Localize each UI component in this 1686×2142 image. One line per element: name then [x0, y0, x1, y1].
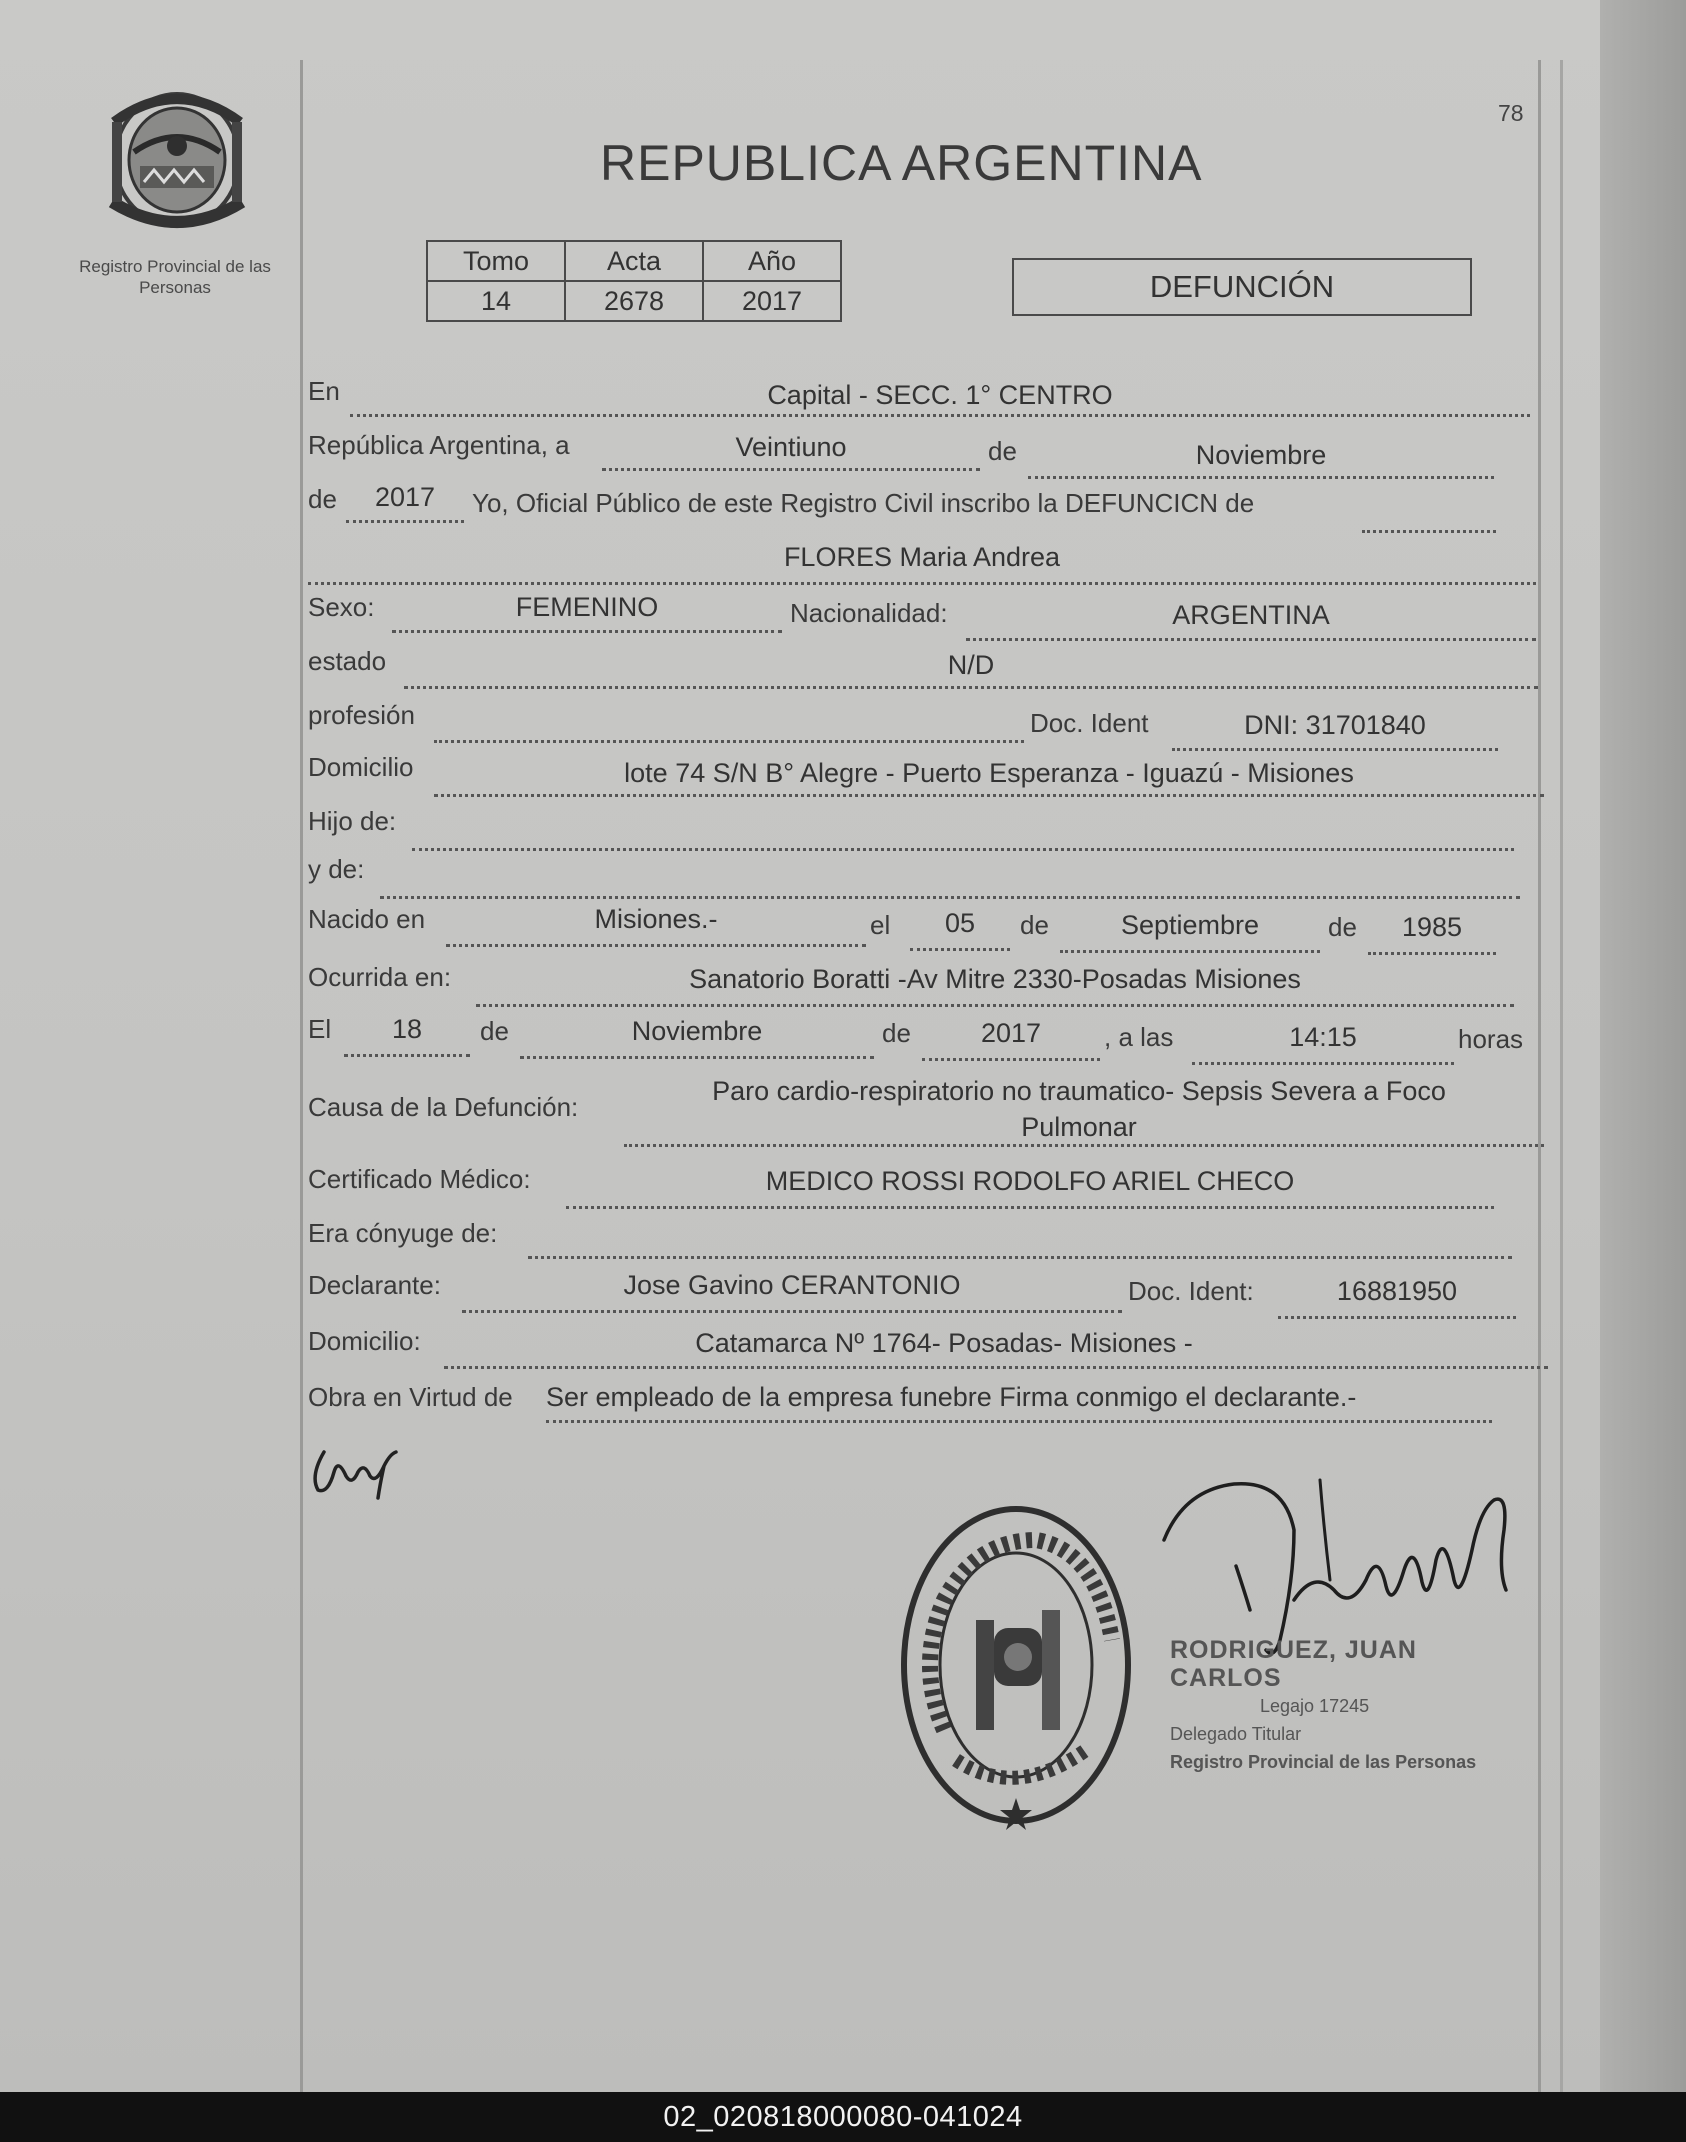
value-lugar: Capital - SECC. 1° CENTRO [767, 380, 1113, 410]
label-de-4: de [882, 1018, 911, 1048]
page-number: 78 [1498, 100, 1524, 126]
registry-seal-icon [896, 1500, 1136, 1830]
value-declarante-domicilio: Catamarca Nº 1764- Posadas- Misiones - [695, 1328, 1193, 1358]
label-hijo-de: Hijo de: [308, 806, 397, 836]
value-obra-en: Ser empleado de la empresa funebre Firma conmigo el declarante.- [546, 1382, 1357, 1412]
record-header-anio: Año [703, 241, 841, 281]
stamp-legajo: Legajo 17245 [1260, 1696, 1370, 1716]
record-value-tomo: 14 [427, 281, 565, 321]
record-table [426, 240, 842, 322]
left-margin-line [300, 60, 303, 2092]
record-value-acta: 2678 [565, 281, 703, 321]
label-declarante: Declarante: [308, 1270, 441, 1300]
field-profesion [434, 710, 1024, 743]
value-nac-mes: Septiembre [1120, 910, 1260, 940]
value-doc-ident: DNI: 31701840 [1244, 710, 1426, 740]
label-causa: Causa de la Defunción: [308, 1092, 579, 1122]
label-el-2: El [308, 1014, 332, 1044]
value-sexo: FEMENINO [515, 592, 659, 622]
label-y-de: y de: [308, 854, 365, 884]
label-nacido-en: Nacido en [308, 904, 426, 934]
label-doc-ident-2: Doc. Ident: [1128, 1276, 1254, 1306]
label-conyuge: Era cónyuge de: [308, 1218, 498, 1248]
label-doc-ident: Doc. Ident [1030, 708, 1149, 738]
value-certificado: MEDICO ROSSI RODOLFO ARIEL CHECO [765, 1166, 1295, 1196]
stamp-role: Delegado Titular [1170, 1724, 1302, 1744]
label-horas: horas [1458, 1024, 1524, 1054]
label-obra-en: Obra en Virtud de [308, 1382, 513, 1412]
value-declarante: Jose Gavino CERANTONIO [623, 1270, 961, 1300]
record-type-box: DEFUNCIÓN [1012, 258, 1472, 316]
label-domicilio: Domicilio [308, 752, 414, 782]
label-de-3: de [480, 1016, 509, 1046]
label-de-1: de [1020, 910, 1049, 940]
field-hijo-de [412, 818, 1514, 851]
stamp-office: Registro Provincial de las Personas [1170, 1752, 1477, 1772]
record-value-anio: 2017 [703, 281, 841, 321]
value-dia: Veintiuno [735, 432, 847, 462]
value-nac-dia: 05 [944, 908, 976, 938]
stamp-name: RODRIGUEZ, JUAN CARLOS [1170, 1636, 1417, 1692]
record-header-acta: Acta [565, 241, 703, 281]
right-margin-line [1538, 60, 1541, 2092]
official-stamp [1170, 1636, 1530, 1776]
value-nac-anio: 1985 [1401, 912, 1463, 942]
page-title: REPUBLICA ARGENTINA [600, 135, 1203, 191]
value-anio: 2017 [374, 482, 436, 512]
footer-code: 02_020818000080-041024 [0, 2092, 1686, 2142]
label-domicilio-2: Domicilio: [308, 1326, 421, 1356]
right-margin-line-2 [1560, 60, 1563, 2092]
label-sexo: Sexo: [308, 592, 375, 622]
value-estado: N/D [947, 650, 995, 680]
registry-label: Registro Provincial de las Personas [79, 257, 271, 297]
label-en: En [308, 376, 340, 406]
label-nacionalidad: Nacionalidad: [790, 598, 948, 628]
label-yo-oficial: Yo, Oficial Público de este Registro Civil inscribo la DEFUNCICN de [472, 488, 1255, 518]
value-mes: Noviembre [1195, 440, 1327, 470]
label-de-year: de [308, 484, 337, 514]
field-y-de [380, 866, 1520, 899]
value-ocurrida-en: Sanatorio Boratti -Av Mitre 2330-Posadas Misiones [689, 964, 1301, 994]
record-header-tomo: Tomo [427, 241, 565, 281]
value-def-hora: 14:15 [1289, 1022, 1357, 1052]
value-nombre: FLORES Maria Andrea [783, 542, 1061, 572]
binding-edge [1600, 0, 1686, 2092]
value-causa-1: Paro cardio-respiratorio no traumatico- Sepsis Severa a Foco [712, 1076, 1446, 1106]
value-nacionalidad: ARGENTINA [1172, 600, 1330, 630]
value-def-anio: 2017 [980, 1018, 1042, 1048]
value-def-dia: 18 [391, 1014, 423, 1044]
label-ocurrida-en: Ocurrida en: [308, 962, 452, 992]
label-estado: estado [308, 646, 387, 676]
field-yo-extra [1362, 500, 1496, 533]
label-republica: República Argentina, a [308, 430, 570, 460]
label-a-las: , a las [1104, 1022, 1174, 1052]
label-profesion: profesión [308, 700, 415, 730]
label-de: de [988, 436, 1017, 466]
label-de-2: de [1328, 912, 1357, 942]
declarant-signature-icon [306, 1432, 416, 1502]
value-causa-2: Pulmonar [1021, 1112, 1137, 1142]
value-declarante-doc: 16881950 [1336, 1276, 1458, 1306]
label-certificado: Certificado Médico: [308, 1164, 531, 1194]
label-el: el [870, 910, 891, 940]
field-conyuge [528, 1226, 1512, 1259]
value-domicilio: lote 74 S/N B° Alegre - Puerto Esperanza - Iguazú - Misiones [624, 758, 1354, 788]
value-def-mes: Noviembre [631, 1016, 763, 1046]
misiones-crest-icon [104, 82, 250, 234]
value-nacido-en: Misiones.- [594, 904, 718, 934]
